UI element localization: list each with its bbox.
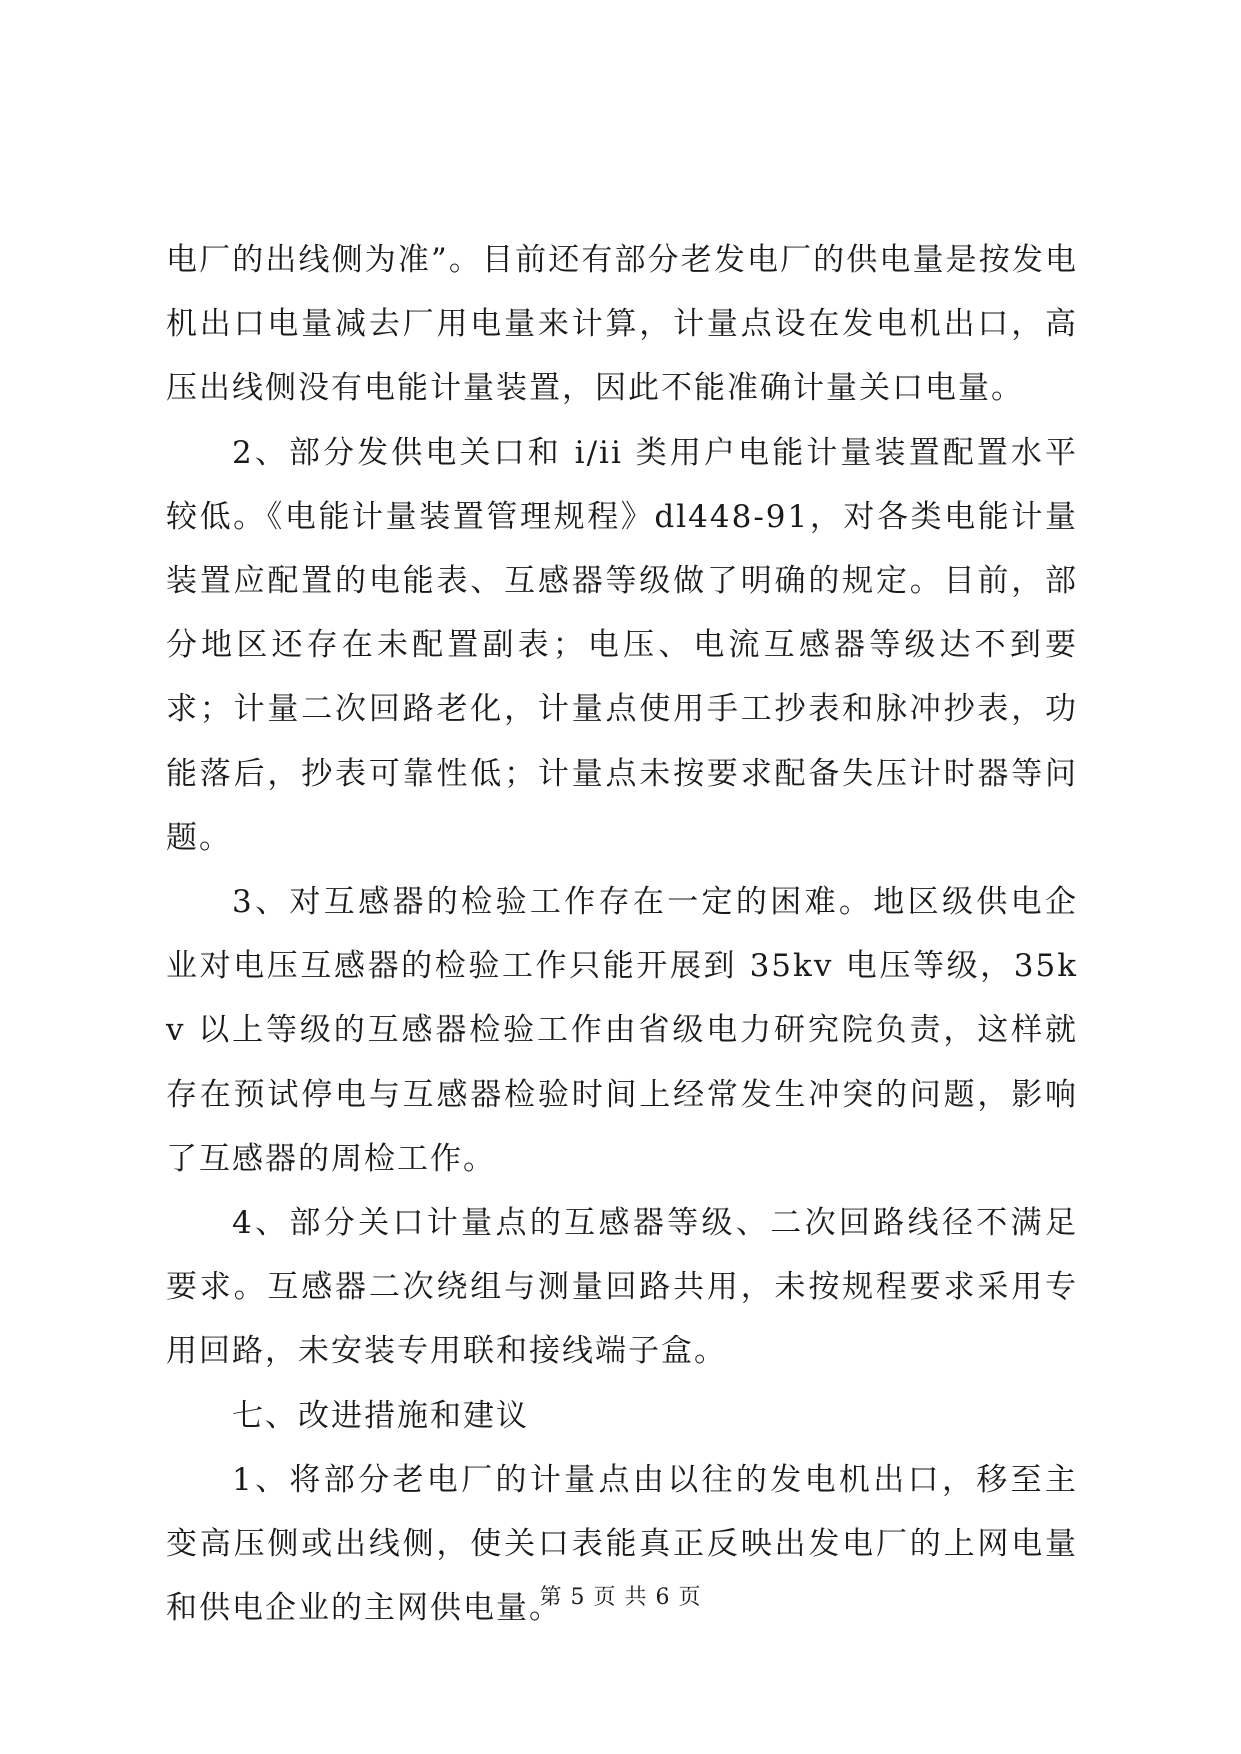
paragraph-issue-2: 2、部分发供电关口和 i/ii 类用户电能计量装置配置水平较低。《电能计量装置管理规程》dl448-91，对各类电能计量装置应配置的电能表、互感器等级做了明确的规定。目前，部分地区还存在未配置副表；电压、电流互感器等级达不到要求；计量二次回路老化，计量点使用手工抄表和脉冲抄表，功能落后，抄表可靠性低；计量点未按要求配备失压计时器等问题。 <box>166 434 1078 856</box>
paragraph-measure-1: 1、将部分老电厂的计量点由以往的发电机出口，移至主变高压侧或出线侧，使关口表能真正反映出发电厂的上网电量和供电企业的主网供电量。 <box>166 1461 1078 1627</box>
paragraph-issue-3: 3、对互感器的检验工作存在一定的困难。地区级供电企业对电压互感器的检验工作只能开展到 35kv 电压等级，35kv 以上等级的互感器检验工作由省级电力研究院负责，这样就存在预试停电与互感器检验时间上经常发生冲突的问题，影响了互感器的周检工作。 <box>166 884 1078 1177</box>
page-number-footer: 第 5 页 共 6 页 <box>539 1585 702 1610</box>
document-body <box>166 228 1078 1640</box>
paragraph-metering-point-intro: 电厂的出线侧为准”。目前还有部分老发电厂的供电量是按发电机出口电量减去厂用电量来计算，计量点设在发电机出口，高压出线侧没有电能计量装置，因此不能准确计量关口电量。 <box>166 242 1078 407</box>
section-heading-improvements: 七、改进措施和建议 <box>232 1397 529 1434</box>
paragraph-issue-4: 4、部分关口计量点的互感器等级、二次回路线径不满足要求。互感器二次绕组与测量回路共用，未按规程要求采用专用回路，未安装专用联和接线端子盒。 <box>166 1205 1078 1370</box>
